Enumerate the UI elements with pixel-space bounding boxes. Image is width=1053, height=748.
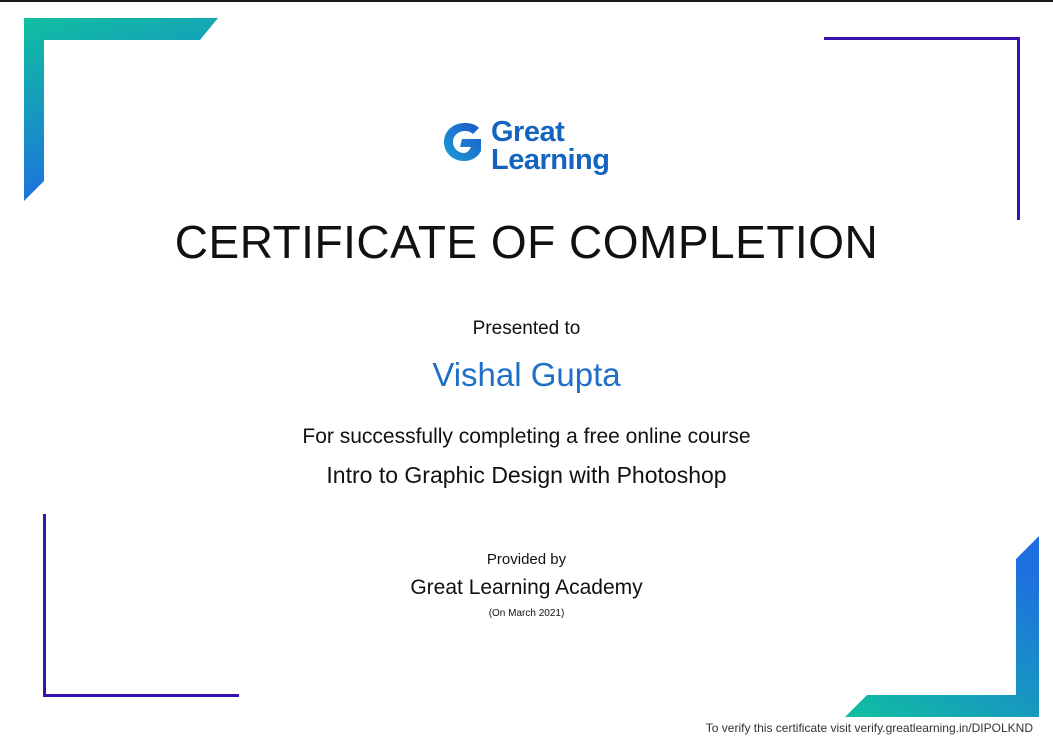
course-name: Intro to Graphic Design with Photoshop [326, 462, 727, 488]
provider-name: Great Learning Academy [410, 576, 643, 599]
presented-to-label: Presented to [472, 318, 581, 339]
verification-note: To verify this certificate visit verify.greatlearning.in/DIPOLKND [705, 721, 1033, 735]
logo-wordmark [491, 118, 609, 174]
great-learning-g-mark-icon [441, 122, 485, 162]
corner-line-bottom-left [45, 514, 240, 696]
recipient-name: Vishal Gupta [432, 356, 621, 393]
completion-reason: For successfully completing a free online course [302, 425, 751, 448]
corner-line-top-right [824, 39, 1019, 221]
provided-by-label: Provided by [486, 551, 567, 568]
completion-date: (On March 2021) [488, 608, 565, 619]
logo-line-great: Great [491, 116, 565, 148]
great-learning-logo [441, 118, 631, 180]
top-border-line [0, 0, 1053, 2]
logo-line-learning: Learning [491, 144, 610, 176]
certificate-title: CERTIFICATE OF COMPLETION [174, 216, 879, 268]
corner-gradient-top-left [24, 18, 218, 201]
